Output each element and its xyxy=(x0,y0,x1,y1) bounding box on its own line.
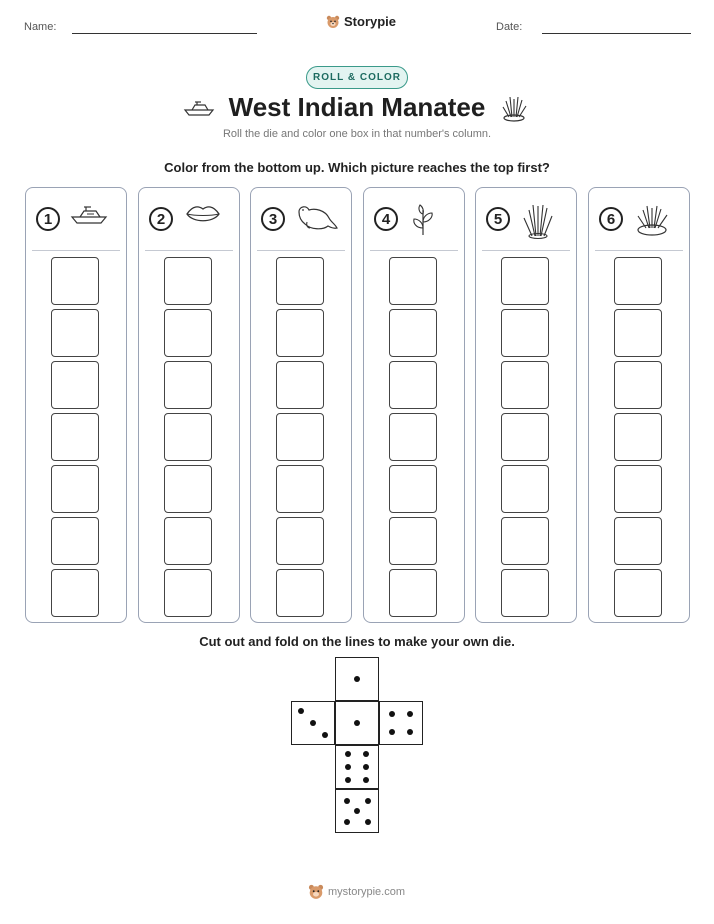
page-title: West Indian Manatee xyxy=(228,92,486,122)
color-box[interactable] xyxy=(164,361,212,409)
column-header xyxy=(589,188,689,250)
die-pip xyxy=(344,798,350,804)
color-box[interactable] xyxy=(276,465,324,513)
column-number: 6 xyxy=(599,207,623,231)
color-box[interactable] xyxy=(614,309,662,357)
color-box[interactable] xyxy=(164,309,212,357)
color-box[interactable] xyxy=(614,465,662,513)
bear-logo-icon xyxy=(308,884,324,900)
column-divider xyxy=(482,250,570,251)
die-pip xyxy=(310,720,316,726)
die-pip xyxy=(389,729,395,735)
color-box[interactable] xyxy=(501,413,549,461)
column-1 xyxy=(25,187,127,623)
brand xyxy=(326,14,396,29)
color-box[interactable] xyxy=(164,257,212,305)
die-pip xyxy=(322,732,328,738)
column-2 xyxy=(138,187,240,623)
color-box[interactable] xyxy=(51,309,99,357)
footer xyxy=(308,884,405,900)
name-line[interactable] xyxy=(72,33,257,34)
column-number: 1 xyxy=(36,207,60,231)
column-divider xyxy=(257,250,345,251)
color-box[interactable] xyxy=(51,569,99,617)
column-4 xyxy=(363,187,465,623)
color-box[interactable] xyxy=(389,413,437,461)
color-box[interactable] xyxy=(389,569,437,617)
die-instruction: Cut out and fold on the lines to make your own die. xyxy=(199,634,515,649)
column-3 xyxy=(250,187,352,623)
instruction: Color from the bottom up. Which picture reaches the top first? xyxy=(164,160,550,175)
die-pip xyxy=(407,729,413,735)
column-6 xyxy=(588,187,690,623)
color-box[interactable] xyxy=(501,309,549,357)
column-number: 4 xyxy=(374,207,398,231)
die-pip xyxy=(298,708,304,714)
color-box[interactable] xyxy=(614,361,662,409)
date-label: Date: xyxy=(496,21,523,33)
die-face-4 xyxy=(379,701,423,745)
plant-sprout-icon xyxy=(408,202,438,241)
color-box[interactable] xyxy=(51,361,99,409)
color-box[interactable] xyxy=(51,465,99,513)
color-box[interactable] xyxy=(51,517,99,565)
die-pip xyxy=(407,711,413,717)
color-box[interactable] xyxy=(614,569,662,617)
color-box[interactable] xyxy=(614,257,662,305)
column-5 xyxy=(475,187,577,623)
color-box[interactable] xyxy=(276,569,324,617)
column-header xyxy=(139,188,239,250)
color-box[interactable] xyxy=(614,517,662,565)
color-box[interactable] xyxy=(389,465,437,513)
color-box[interactable] xyxy=(276,413,324,461)
die-pip xyxy=(354,676,360,682)
color-box[interactable] xyxy=(389,361,437,409)
brand-name: Storypie xyxy=(344,14,397,29)
bear-logo-icon xyxy=(326,15,340,29)
column-header xyxy=(364,188,464,250)
color-box[interactable] xyxy=(276,517,324,565)
die-pip xyxy=(363,764,369,770)
seagrass-icon xyxy=(520,202,556,245)
column-number: 3 xyxy=(261,207,285,231)
boat-icon xyxy=(70,202,110,231)
color-box[interactable] xyxy=(276,361,324,409)
column-divider xyxy=(145,250,233,251)
die-face-1 xyxy=(335,701,379,745)
die-pip xyxy=(354,808,360,814)
die-face-5 xyxy=(335,789,379,833)
color-box[interactable] xyxy=(276,257,324,305)
column-number: 5 xyxy=(486,207,510,231)
color-box[interactable] xyxy=(501,569,549,617)
die-pip xyxy=(389,711,395,717)
die-pip xyxy=(365,819,371,825)
die-pip xyxy=(363,751,369,757)
color-box[interactable] xyxy=(501,517,549,565)
color-box[interactable] xyxy=(389,517,437,565)
seagrass-icon xyxy=(500,93,528,123)
die-face-6 xyxy=(335,745,379,789)
color-box[interactable] xyxy=(501,361,549,409)
die-pip xyxy=(363,777,369,783)
column-header xyxy=(476,188,576,250)
color-box[interactable] xyxy=(501,465,549,513)
manatee-icon xyxy=(295,202,339,239)
seagrass-clump-icon xyxy=(633,202,671,243)
column-divider xyxy=(32,250,120,251)
color-box[interactable] xyxy=(389,309,437,357)
die-pip xyxy=(365,798,371,804)
color-box[interactable] xyxy=(164,517,212,565)
date-line[interactable] xyxy=(542,33,691,34)
color-box[interactable] xyxy=(51,413,99,461)
die-pip xyxy=(345,777,351,783)
color-box[interactable] xyxy=(164,413,212,461)
name-label: Name: xyxy=(24,21,57,33)
die-pip xyxy=(354,720,360,726)
die-pip xyxy=(345,751,351,757)
color-box[interactable] xyxy=(164,569,212,617)
column-number: 2 xyxy=(149,207,173,231)
die-pip xyxy=(344,819,350,825)
color-box[interactable] xyxy=(51,257,99,305)
color-box[interactable] xyxy=(501,257,549,305)
column-header xyxy=(251,188,351,250)
footer-url: mystorypie.com xyxy=(328,886,406,898)
column-divider xyxy=(595,250,683,251)
color-box[interactable] xyxy=(276,309,324,357)
die-pip xyxy=(345,764,351,770)
color-box[interactable] xyxy=(614,413,662,461)
subtitle: Roll the die and color one box in that number's column. xyxy=(222,128,492,140)
die-face-3 xyxy=(291,701,335,745)
color-box[interactable] xyxy=(389,257,437,305)
roll-color-badge: ROLL & COLOR xyxy=(306,66,408,89)
die-face-1 xyxy=(335,657,379,701)
color-box[interactable] xyxy=(164,465,212,513)
lips-icon xyxy=(183,202,223,231)
column-divider xyxy=(370,250,458,251)
column-header xyxy=(26,188,126,250)
